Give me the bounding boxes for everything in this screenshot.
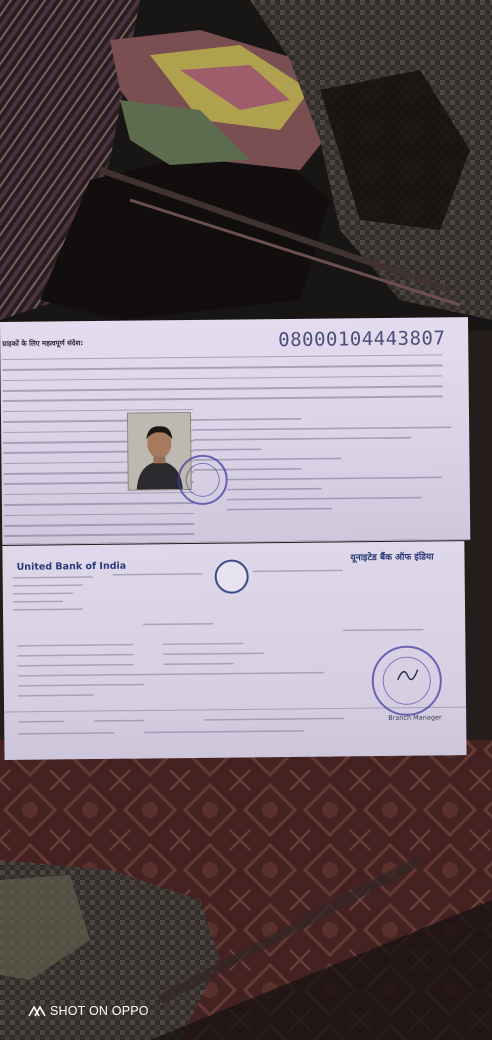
- passbook-notice-page: [0, 317, 470, 545]
- branch-manager-label: Branch Manager: [388, 713, 442, 722]
- passbook-details-page: [2, 541, 466, 760]
- watermark-text: SHOT ON OPPO: [50, 1004, 149, 1018]
- passbook: [0, 317, 473, 762]
- oppo-camera-icon: [28, 1005, 46, 1017]
- account-number-handwritten: 08000104443807: [278, 327, 446, 352]
- bank-name-english: United Bank of India: [16, 560, 127, 573]
- camera-watermark: [28, 1004, 149, 1018]
- notice-right-text: [0, 317, 470, 544]
- bank-seal-stamp: [177, 455, 228, 506]
- bank-seal-stamp-signature: [371, 645, 442, 716]
- bank-name-hindi: यूनाइटेड बैंक ऑफ इंडिया: [350, 552, 434, 564]
- notice-heading: ग्राहकों के लिए महत्वपूर्ण संदेश:: [2, 339, 84, 348]
